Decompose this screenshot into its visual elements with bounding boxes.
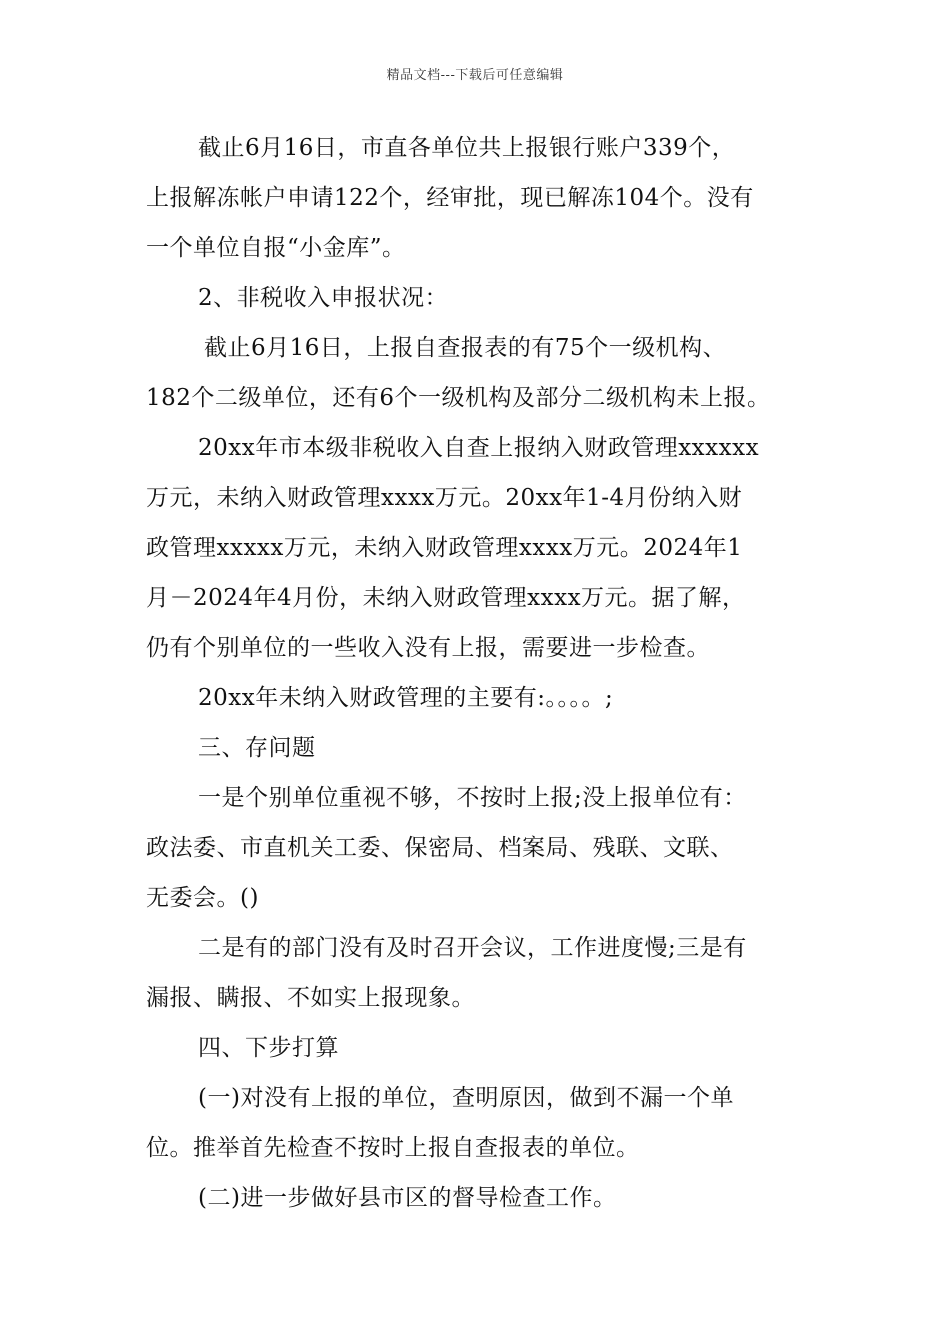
paragraph-line: 一是个别单位重视不够，不按时上报;没上报单位有： <box>198 785 747 811</box>
paragraph-line: (二)进一步做好县市区的督导检查工作。 <box>198 1185 617 1211</box>
paragraph-line: 20xx年未纳入财政管理的主要有:。。。。; <box>198 685 614 711</box>
paragraph-line: 位。推举首先检查不按时上报自查报表的单位。 <box>146 1135 640 1161</box>
paragraph-line: 截止6月16日，市直各单位共上报银行账户339个， <box>198 135 736 161</box>
paragraph-line: 一个单位自报“小金库”。 <box>146 235 406 261</box>
section-heading: 四、下步打算 <box>198 1035 339 1061</box>
paragraph-line: 万元，未纳入财政管理xxxx万元。20xx年1-4月份纳入财 <box>146 485 743 511</box>
page-header: 精品文档---下载后可任意编辑 <box>386 68 564 83</box>
paragraph-line: 仍有个别单位的一些收入没有上报，需要进一步检查。 <box>146 635 710 661</box>
paragraph-line: (一)对没有上报的单位，查明原因，做到不漏一个单 <box>198 1085 734 1111</box>
paragraph-line: 二是有的部门没有及时召开会议，工作进度慢;三是有 <box>198 935 747 961</box>
paragraph-line: 政法委、市直机关工委、保密局、档案局、残联、文联、 <box>146 835 734 861</box>
paragraph-line: 政管理xxxxx万元，未纳入财政管理xxxx万元。2024年1 <box>146 535 743 561</box>
paragraph-line: 截止6月16日，上报自查报表的有75个一级机构、 <box>204 335 727 361</box>
document-body <box>146 128 810 1228</box>
paragraph-line: 漏报、瞒报、不如实上报现象。 <box>146 985 475 1011</box>
paragraph-line: 182个二级单位，还有6个一级机构及部分二级机构未上报。 <box>146 385 771 411</box>
paragraph-line: 20xx年市本级非税收入自查上报纳入财政管理xxxxxx <box>198 435 760 461</box>
paragraph-line: 上报解冻帐户申请122个，经审批，现已解冻104个。没有 <box>146 185 754 211</box>
paragraph-line: 无委会。() <box>146 885 259 911</box>
paragraph-line: 月－2024年4月份，未纳入财政管理xxxx万元。据了解， <box>146 585 746 611</box>
section-heading: 2、非税收入申报状况： <box>198 285 449 311</box>
section-heading: 三、存问题 <box>198 735 316 761</box>
